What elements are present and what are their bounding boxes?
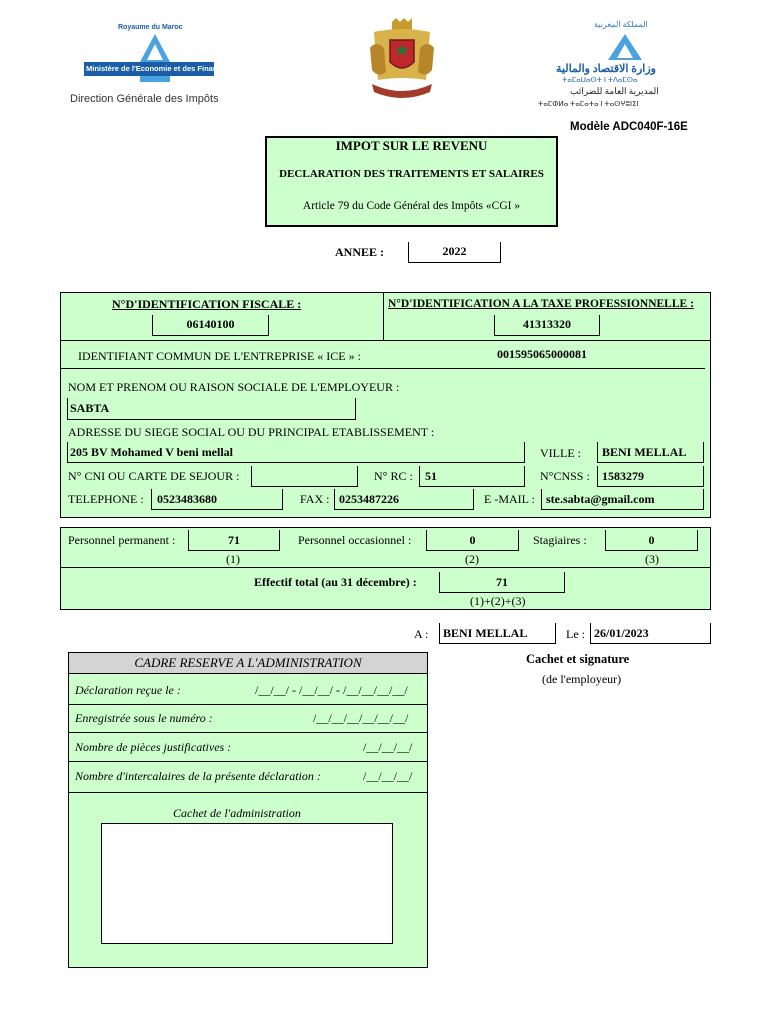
cachet-signature-label: Cachet et signature (526, 652, 630, 666)
title-line2: DECLARATION DES TRAITEMENTS ET SALAIRES (279, 168, 544, 180)
kingdom-label: Royaume du Maroc (118, 24, 183, 31)
personnel-divider (60, 567, 711, 568)
le-label: Le : (566, 627, 585, 641)
admin-title: CADRE RESERVE A L'ADMINISTRATION (134, 655, 362, 670)
ville-label: VILLE : (540, 446, 581, 460)
permanent-ref: (1) (226, 552, 240, 566)
admin-row-value[interactable]: /__/__/ - /__/__/ - /__/__/__/__/ (255, 683, 408, 697)
stagiaires-field[interactable]: 0 (605, 530, 698, 551)
tp-label: N°D'IDENTIFICATION A LA TAXE PROFESSIONNELLE : (388, 298, 694, 310)
total-label: Effectif total (au 31 décembre) : (254, 575, 417, 589)
adresse-label: ADRESSE DU SIEGE SOCIAL OU DU PRINCIPAL ETABLISSEMENT : (68, 425, 435, 439)
fax-field[interactable]: 0253487226 (334, 489, 474, 510)
cni-label: N° CNI OU CARTE DE SEJOUR : (68, 469, 240, 483)
stagiaires-ref: (3) (645, 552, 659, 566)
nom-label: NOM ET PRENOM OU RAISON SOCIALE DE L'EMPLOYEUR : (68, 380, 400, 394)
employeur-label: (de l'employeur) (542, 672, 622, 686)
a-label: A : (414, 627, 429, 641)
total-ref: (1)+(2)+(3) (470, 594, 526, 608)
arabic-ministry-logo (534, 18, 712, 114)
ice-value[interactable]: 001595065000081 (497, 347, 587, 361)
admin-row-value[interactable]: /__/__/__/ (363, 740, 413, 754)
annee-label: ANNEE : (335, 245, 385, 259)
ville-field[interactable]: BENI MELLAL (597, 442, 704, 463)
admin-row-value[interactable]: /__/__/__/ (363, 769, 413, 783)
arabic-dgi-label: المديرية العامة للضرائب (570, 86, 659, 96)
tel-field[interactable]: 0523483680 (151, 489, 283, 510)
adresse-field[interactable]: 205 BV Mohamed V beni mellal (67, 442, 525, 463)
cnss-field[interactable]: 1583279 (597, 466, 704, 487)
cnss-label: N°CNSS : (540, 469, 590, 483)
admin-stamp-box[interactable] (101, 823, 393, 944)
model-label: Modèle ADC040F-16E (570, 121, 688, 133)
arabic-ministry-emblem-icon (606, 34, 644, 64)
ice-label: IDENTIFIANT COMMUN DE L'ENTREPRISE « ICE » : (78, 349, 361, 363)
admin-row-divider (68, 761, 428, 762)
ident-row-divider (60, 340, 711, 341)
cni-field[interactable] (251, 466, 358, 487)
le-field[interactable]: 26/01/2023 (590, 623, 711, 644)
title-box (265, 136, 558, 227)
permanent-field[interactable]: 71 (188, 530, 280, 551)
occasionnel-ref: (2) (465, 552, 479, 566)
fax-label: FAX : (300, 492, 330, 506)
tp-field[interactable]: 41313320 (494, 315, 600, 336)
rc-label: N° RC : (374, 469, 413, 483)
ice-row-divider (60, 368, 705, 369)
annee-field[interactable]: 2022 (408, 242, 501, 263)
admin-row-label: Nombre de pièces justificatives : (75, 740, 232, 754)
tifinagh-dgi-label: ⵜⴰⵎⵀⵍⴰ ⵜⴰⵎⴰⵜⴰ ⵏ ⵜⴰⵙⵖⵓⵏⵉⵏ (538, 100, 639, 108)
dgi-label: Direction Générale des Impôts (70, 93, 219, 105)
admin-row-divider (68, 792, 428, 793)
a-field[interactable]: BENI MELLAL (439, 623, 556, 644)
admin-row-label: Nombre d'intercalaires de la présente déclaration : (75, 769, 321, 783)
arabic-top-label: المملكة المغربية (594, 20, 648, 29)
admin-cachet-label: Cachet de l'administration (173, 806, 301, 820)
if-label: N°D'IDENTIFICATION FISCALE : (112, 297, 302, 311)
admin-row-divider (68, 732, 428, 733)
tifinagh-ministry-label: ⵜⴰⵎⴰⵡⴰⵙⵜ ⵏ ⵜⴷⴰⵎⵙⴰ (562, 76, 638, 84)
admin-row-label: Enregistrée sous le numéro : (75, 711, 213, 725)
royal-coat-of-arms-icon (360, 18, 444, 102)
if-field[interactable]: 06140100 (152, 315, 269, 336)
nom-field[interactable]: SABTA (67, 398, 356, 420)
admin-row-label: Déclaration reçue le : (75, 683, 181, 697)
ident-vertical-divider (383, 292, 384, 340)
email-label: E -MAIL : (484, 492, 535, 506)
rc-field[interactable]: 51 (419, 466, 525, 487)
total-field[interactable]: 71 (439, 572, 565, 593)
ministry-logo (60, 22, 240, 112)
admin-row-divider (68, 704, 428, 705)
permanent-label: Personnel permanent : (68, 533, 176, 547)
ministry-name: Ministère de l'Economie et des Finances (86, 64, 230, 73)
title-line3: Article 79 du Code Général des Impôts «CGI » (302, 200, 521, 212)
occasionnel-label: Personnel occasionnel : (298, 533, 412, 547)
ministry-emblem-icon (138, 32, 172, 84)
title-line1: IMPOT SUR LE REVENU (335, 138, 488, 153)
occasionnel-field[interactable]: 0 (426, 530, 519, 551)
email-field[interactable]: ste.sabta@gmail.com (541, 489, 704, 510)
admin-row-value[interactable]: /__/__/__/__/__/__/ (313, 711, 409, 725)
arabic-ministry-label: وزارة الاقتصاد والمالية (556, 63, 656, 75)
stagiaires-label: Stagiaires : (533, 533, 587, 547)
tel-label: TELEPHONE : (68, 492, 144, 506)
